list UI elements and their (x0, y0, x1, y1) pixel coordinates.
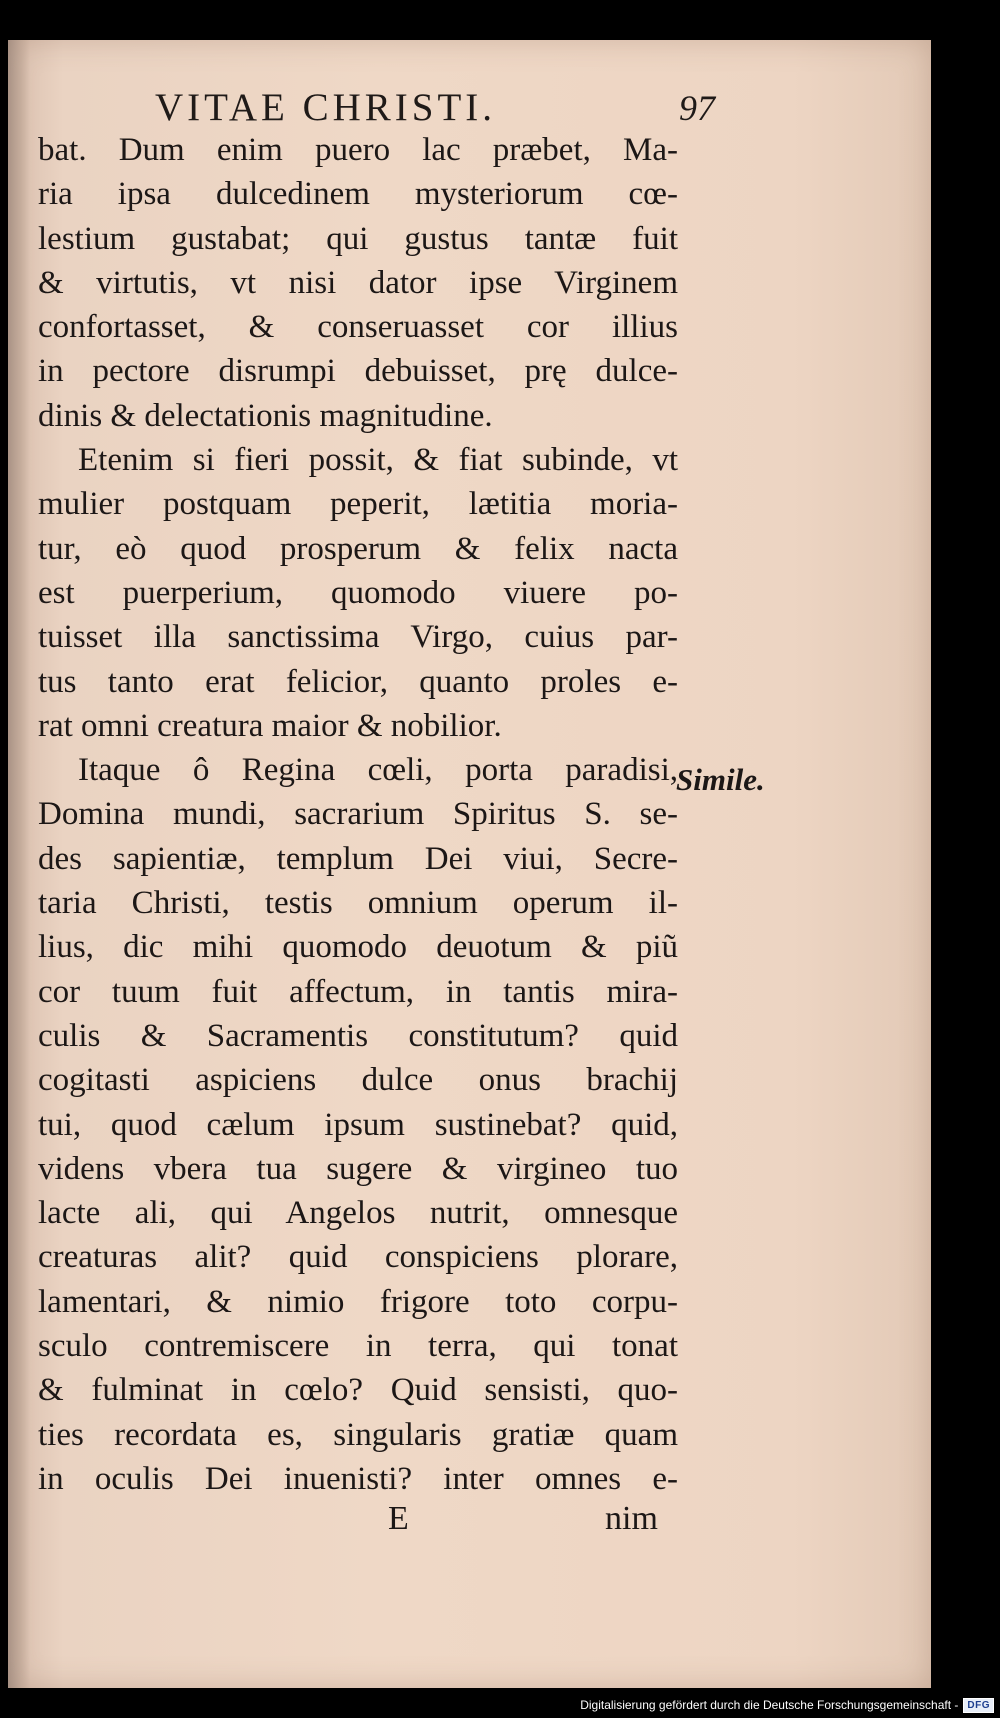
text-line: des sapientiæ, templum Dei viui, Secre- (38, 840, 678, 877)
text-line: creaturas alit? quid conspiciens plorare, (38, 1239, 678, 1276)
marginal-note: Simile. (676, 762, 765, 797)
text-line: lestium gustabat; qui gustus tantæ fuit (38, 220, 678, 257)
digitization-credit (580, 1695, 994, 1715)
text-line: & virtutis, vt nisi dator ipse Virginem (38, 264, 678, 301)
text-line: est puerperium, quomodo viuere po- (38, 574, 678, 611)
text-line: cogitasti aspiciens dulce onus brachij (38, 1062, 678, 1099)
page-gutter (8, 40, 30, 1688)
dfg-logo: DFG (963, 1698, 994, 1713)
text-line: ria ipsa dulcedinem mysteriorum cœ- (38, 176, 678, 213)
text-line: ties recordata es, singularis gratiæ quam (38, 1416, 678, 1453)
text-line: in pectore disrumpi debuisset, prę dulce- (38, 353, 678, 390)
text-line: videns vbera tua sugere & virgineo tuo (38, 1150, 678, 1187)
catchword: nim (605, 1500, 658, 1537)
text-line: sculo contremiscere in terra, qui tonat (38, 1328, 678, 1365)
text-line: Etenim si fieri possit, & fiat subinde, vt (78, 442, 678, 479)
text-line: lacte ali, qui Angelos nutrit, omnesque (38, 1195, 678, 1232)
page-number: 97 (679, 88, 715, 128)
text-line: cor tuum fuit affectum, in tantis mira- (38, 973, 678, 1010)
credit-text: Digitalisierung gefördert durch die Deutsche Forschungsgemeinschaft - (580, 1698, 959, 1712)
text-line: culis & Sacramentis constitutum? quid (38, 1017, 678, 1054)
text-line: tui, quod cælum ipsum sustinebat? quid, (38, 1106, 678, 1143)
text-line: lius, dic mihi quomodo deuotum & piũ (38, 929, 678, 966)
text-line: tus tanto erat felicior, quanto proles e- (38, 663, 678, 700)
text-line: dinis & delectationis magnitudine. (38, 397, 493, 434)
text-line: in oculis Dei inuenisti? inter omnes e- (38, 1460, 678, 1497)
text-line: Domina mundi, sacrarium Spiritus S. se- (38, 796, 678, 833)
text-line: mulier postquam peperit, lætitia moria- (38, 486, 678, 523)
body-text (38, 128, 678, 1501)
text-line: confortasset, & conseruasset cor illius (38, 309, 678, 346)
signature-mark: E (388, 1500, 409, 1537)
text-line: & fulminat in cœlo? Quid sensisti, quo- (38, 1372, 678, 1409)
text-line: tur, eò quod prosperum & felix nacta (38, 530, 678, 567)
text-line: bat. Dum enim puero lac præbet, Ma- (38, 132, 678, 168)
running-title: VITAE CHRISTI. (155, 86, 497, 129)
text-line: lamentari, & nimio frigore toto corpu- (38, 1283, 678, 1320)
text-line: rat omni creatura maior & nobilior. (38, 707, 502, 744)
text-line: Itaque ô Regina cœli, porta paradisi, (78, 752, 678, 789)
text-line: tuisset illa sanctissima Virgo, cuius par- (38, 619, 678, 656)
text-line: taria Christi, testis omnium operum il- (38, 885, 678, 922)
